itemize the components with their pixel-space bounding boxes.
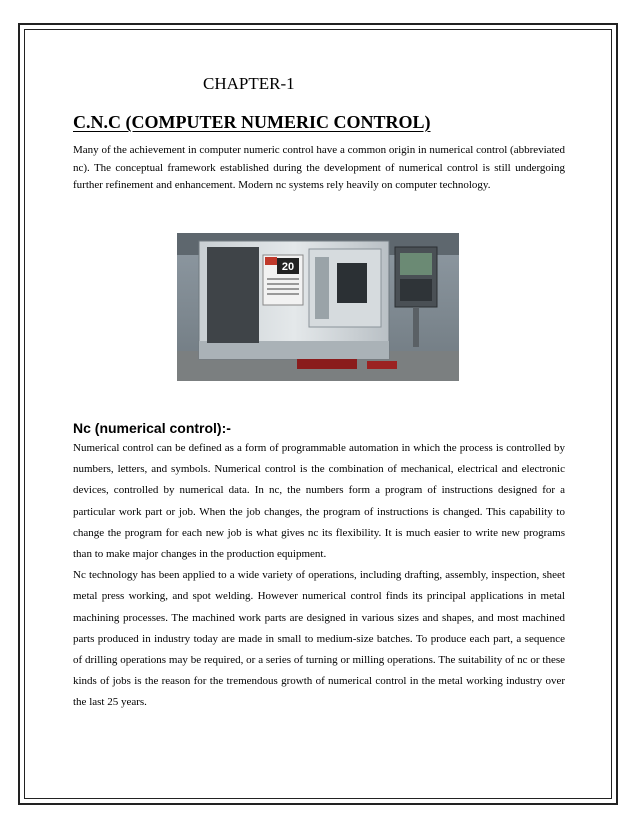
body-paragraph-2: Nc technology has been applied to a wide variety of operations, including drafting, assembly, inspection, sheet metal press working, and spot welding. However numerical control finds its principal applications in metal machining processes. The machined work parts are designed in various sizes and shapes, and most machined parts produced in industry today are made in small to medium-size batches. To produce each part, a sequence of drilling operations may be required, or a series of turning or milling operations. The suitability of nc or these kinds of jobs is the reason for the tremendous growth of numerical control in the metal working industry over the last 25 years. — [73, 569, 565, 709]
intro-paragraph: Many of the achievement in computer numeric control have a common origin in numerical control (abbreviated nc). The conceptual framework established during the development of numerical control is still undergoing further refinement and enhancement. Modern nc systems rely heavily on computer technology. — [73, 144, 565, 191]
page-title: C.N.C (COMPUTER NUMERIC CONTROL) — [73, 112, 431, 132]
cnc-machine-photo — [177, 233, 459, 381]
chapter-label: CHAPTER-1 — [203, 74, 295, 93]
body-paragraph-1: Numerical control can be defined as a form of programmable automation in which the process is controlled by numbers, letters, and symbols. Numerical control is the combination of mechanical, electrical and electronic devices, controlled by numerical data. In nc, the numbers form a program of instructions designed for a particular work part or job. When the job changes, the program of instructions is changed. This capability to change the program for each new job is what gives nc its flexibility. It is much easier to write new programs than to make major changes in the production equipment. — [73, 442, 565, 561]
section-body — [73, 438, 565, 714]
section-heading: Nc (numerical control):- — [73, 420, 231, 436]
machine-badge-number: 20 — [281, 261, 295, 273]
